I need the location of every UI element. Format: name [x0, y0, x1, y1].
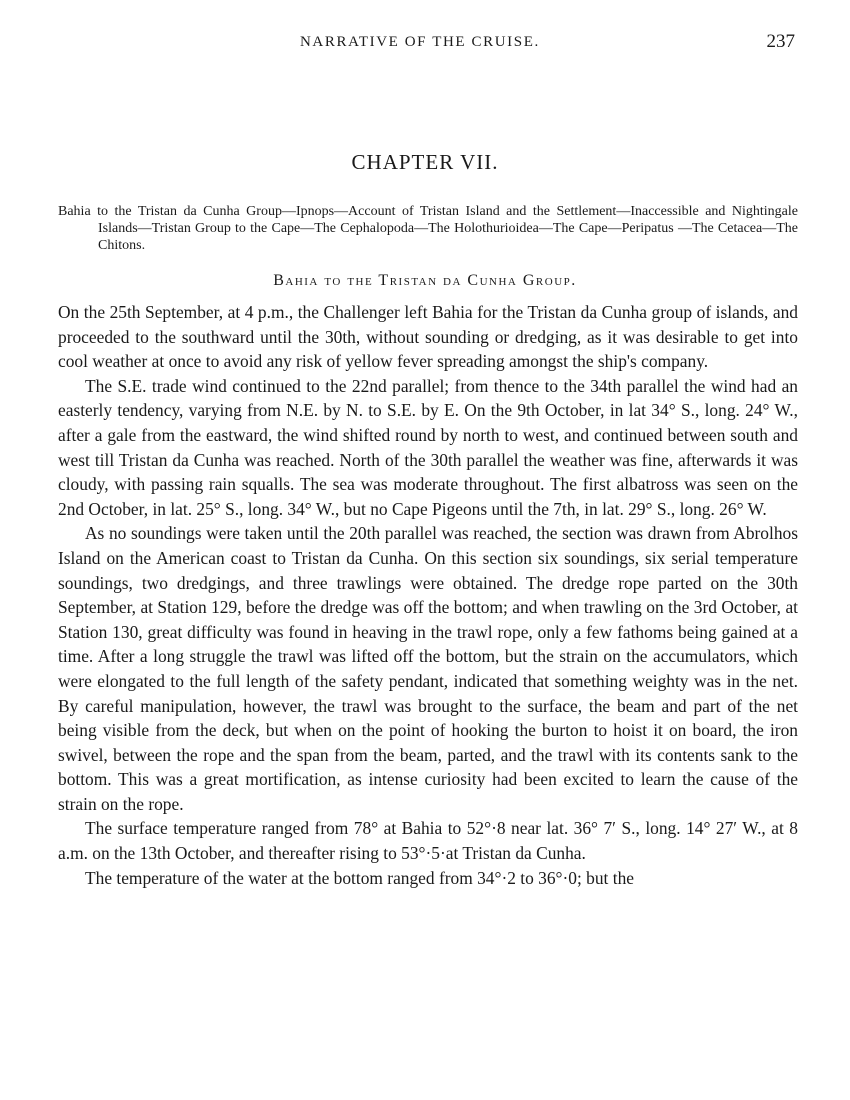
chapter-title: CHAPTER VII. — [351, 150, 499, 174]
chapter-synopsis: Bahia to the Tristan da Cunha Group—Ipnops—Account of Tristan Island and the Settlement—Inaccessible and Nightingale Islands—Tristan Group to the Cape—The Cephalopoda—The Holothurioidea—The Cape—Peripatus —The Cetacea—The Chitons. — [58, 204, 798, 253]
paragraph: The surface temperature ranged from 78° at Bahia to 52°·8 near lat. 36° 7′ S., long. 14° 27′ W., at 8 a.m. on the 13th October, and thereafter rising to 53°·5·at Tristan da Cunha. — [58, 818, 798, 864]
paragraph: As no soundings were taken until the 20th parallel was reached, the section was drawn from Abrolhos Island on the American coast to Tristan da Cunha. On this section six soundings, six serial temperature soundings, two dredgings, and three trawlings were obtained. The dredge rope parted on the 30th September, at Station 129, before the dredge was off the bottom; and when trawling on the 3rd October, at Station 130, great difficulty was found in heaving in the trawl rope, only a few fathoms being gained at a time. After a long struggle the trawl was lifted off the bottom, but the strain on the accumulators, which were elongated to the full length of the safety pendant, indicated that something weighty was in the net. By careful manipulation, however, the trawl was brought to the surface, the beam and part of the net being visible from the deck, but when on the point of hooking the burton to hoist it on board, the iron swivel, between the rope and the span from the beam, parted, and the trawl with its contents sank to the bottom. This was a great mortification, as intense curiosity had been excited to learn the cause of the strain on the rope. — [58, 523, 798, 814]
paragraph: On the 25th September, at 4 p.m., the Challenger left Bahia for the Tristan da Cunha group of islands, and proceeded to the southward until the 30th, without sounding or dredging, as it was desirable to get into cool weather at once to avoid any risk of yellow fever spreading amongst the ship's company. — [58, 302, 798, 372]
running-head — [0, 31, 850, 54]
paragraph: The temperature of the water at the bottom ranged from 34°·2 to 36°·0; but the — [85, 867, 634, 888]
paragraph: The S.E. trade wind continued to the 22nd parallel; from thence to the 34th parallel the wind had an easterly tendency, varying from N.E. by N. to S.E. by E. On the 9th October, in lat 34° S., long. 24° W., after a gale from the eastward, the wind shifted round by north to west, and continued between south and west till Tristan da Cunha was reached. North of the 30th parallel the weather was fine, afterwards it was cloudy, with passing rain squalls. The sea was moderate throughout. The first albatross was seen on the 2nd October, in lat. 25° S., long. 34° W., but no Cape Pigeons until the 7th, in lat. 29° S., long. 26° W. — [58, 375, 798, 519]
page-number: 237 — [766, 31, 795, 52]
section-heading: Bahia to the Tristan da Cunha Group. — [273, 272, 577, 289]
body-text — [58, 300, 798, 890]
running-title: NARRATIVE OF THE CRUISE. — [300, 34, 540, 50]
